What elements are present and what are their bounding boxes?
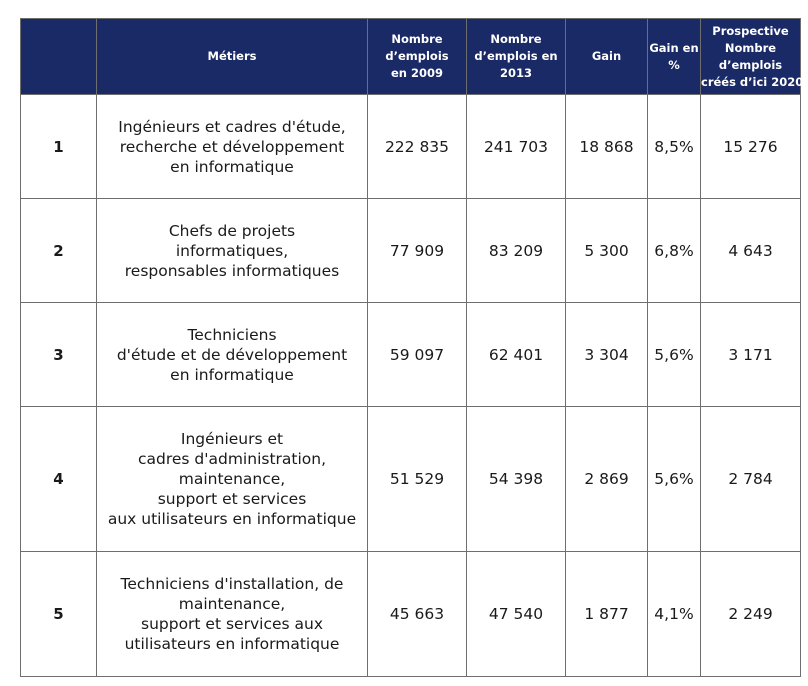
row-emplois-2013: 241 703 (467, 95, 566, 199)
table-row (21, 199, 801, 303)
row-metier: Chefs de projets informatiques, responsables informatiques (97, 199, 368, 303)
row-rank: 1 (21, 95, 97, 199)
table-row (21, 303, 801, 407)
row-emplois-2009: 77 909 (368, 199, 467, 303)
row-prospective: 2 784 (701, 407, 801, 552)
table-row (21, 552, 801, 677)
row-emplois-2013: 83 209 (467, 199, 566, 303)
row-gain-pct: 5,6% (648, 303, 701, 407)
row-prospective: 3 171 (701, 303, 801, 407)
header-metiers: Métiers (97, 19, 368, 95)
row-gain-pct: 5,6% (648, 407, 701, 552)
header-emplois-2013: Nombre d’emplois en 2013 (467, 19, 566, 95)
row-emplois-2009: 51 529 (368, 407, 467, 552)
row-emplois-2013: 54 398 (467, 407, 566, 552)
row-rank: 5 (21, 552, 97, 677)
header-gain-pct: Gain en % (648, 19, 701, 95)
row-gain: 5 300 (566, 199, 648, 303)
header-gain: Gain (566, 19, 648, 95)
row-gain-pct: 4,1% (648, 552, 701, 677)
row-emplois-2009: 222 835 (368, 95, 467, 199)
header-rank (21, 19, 97, 95)
header-emplois-2009: Nombre d’emplois en 2009 (368, 19, 467, 95)
header-prospective: Prospective Nombre d’emplois créés d’ici 2020 (701, 19, 801, 95)
row-rank: 3 (21, 303, 97, 407)
row-metier: Ingénieurs et cadres d'étude, recherche et développement en informatique (97, 95, 368, 199)
header-row (21, 19, 801, 95)
table-row (21, 407, 801, 552)
row-prospective: 15 276 (701, 95, 801, 199)
row-metier: Ingénieurs et cadres d'administration, maintenance, support et services aux utilisateurs en informatique (97, 407, 368, 552)
row-rank: 2 (21, 199, 97, 303)
row-gain: 1 877 (566, 552, 648, 677)
row-emplois-2013: 47 540 (467, 552, 566, 677)
row-gain: 18 868 (566, 95, 648, 199)
row-gain: 2 869 (566, 407, 648, 552)
row-rank: 4 (21, 407, 97, 552)
row-metier: Techniciens d'installation, de maintenance, support et services aux utilisateurs en informatique (97, 552, 368, 677)
row-gain: 3 304 (566, 303, 648, 407)
jobs-table (20, 18, 804, 677)
table-row (21, 95, 801, 199)
row-prospective: 2 249 (701, 552, 801, 677)
row-emplois-2013: 62 401 (467, 303, 566, 407)
row-prospective: 4 643 (701, 199, 801, 303)
row-emplois-2009: 45 663 (368, 552, 467, 677)
row-gain-pct: 6,8% (648, 199, 701, 303)
row-gain-pct: 8,5% (648, 95, 701, 199)
row-metier: Techniciens d'étude et de développement en informatique (97, 303, 368, 407)
row-emplois-2009: 59 097 (368, 303, 467, 407)
